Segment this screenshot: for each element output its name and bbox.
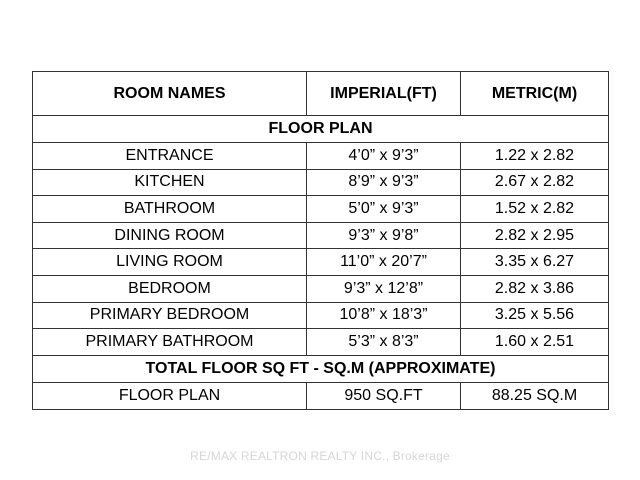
summary-name: FLOOR PLAN: [33, 382, 307, 409]
room-name: BEDROOM: [33, 275, 307, 302]
room-imperial: 9’3” x 12’8”: [307, 275, 461, 302]
room-name: PRIMARY BATHROOM: [33, 329, 307, 356]
room-imperial: 11’0” x 20’7”: [307, 249, 461, 276]
room-imperial: 5’0” x 9’3”: [307, 196, 461, 223]
brokerage-watermark: RE/MAX REALTRON REALTY INC., Brokerage: [190, 449, 450, 463]
total-row: [33, 355, 609, 382]
table-row: [33, 275, 609, 302]
room-imperial: 9’3” x 9’8”: [307, 222, 461, 249]
room-metric: 2.67 x 2.82: [461, 169, 609, 196]
table-row: [33, 222, 609, 249]
room-name: ENTRANCE: [33, 143, 307, 170]
table-row: [33, 329, 609, 356]
room-name: KITCHEN: [33, 169, 307, 196]
room-dimensions-table: [32, 71, 609, 410]
room-imperial: 4’0” x 9’3”: [307, 143, 461, 170]
room-imperial: 5’3” x 8’3”: [307, 329, 461, 356]
summary-imperial: 950 SQ.FT: [307, 382, 461, 409]
table-row: [33, 302, 609, 329]
total-title: TOTAL FLOOR SQ FT - SQ.M (APPROXIMATE): [33, 355, 609, 382]
header-metric: METRIC(M): [461, 72, 609, 116]
room-metric: 3.25 x 5.56: [461, 302, 609, 329]
room-imperial: 10’8” x 18’3”: [307, 302, 461, 329]
room-name: PRIMARY BEDROOM: [33, 302, 307, 329]
room-name: BATHROOM: [33, 196, 307, 223]
room-name: DINING ROOM: [33, 222, 307, 249]
room-metric: 1.60 x 2.51: [461, 329, 609, 356]
table-row: [33, 143, 609, 170]
room-imperial: 8’9” x 9’3”: [307, 169, 461, 196]
summary-row: [33, 382, 609, 409]
table-header-row: [33, 72, 609, 116]
room-metric: 2.82 x 2.95: [461, 222, 609, 249]
table-row: [33, 249, 609, 276]
header-imperial: IMPERIAL(FT): [307, 72, 461, 116]
room-metric: 1.52 x 2.82: [461, 196, 609, 223]
section-title: FLOOR PLAN: [33, 116, 609, 143]
table-row: [33, 169, 609, 196]
room-metric: 1.22 x 2.82: [461, 143, 609, 170]
room-metric: 2.82 x 3.86: [461, 275, 609, 302]
section-row: [33, 116, 609, 143]
table-row: [33, 196, 609, 223]
header-room-names: ROOM NAMES: [33, 72, 307, 116]
room-metric: 3.35 x 6.27: [461, 249, 609, 276]
room-name: LIVING ROOM: [33, 249, 307, 276]
summary-metric: 88.25 SQ.M: [461, 382, 609, 409]
